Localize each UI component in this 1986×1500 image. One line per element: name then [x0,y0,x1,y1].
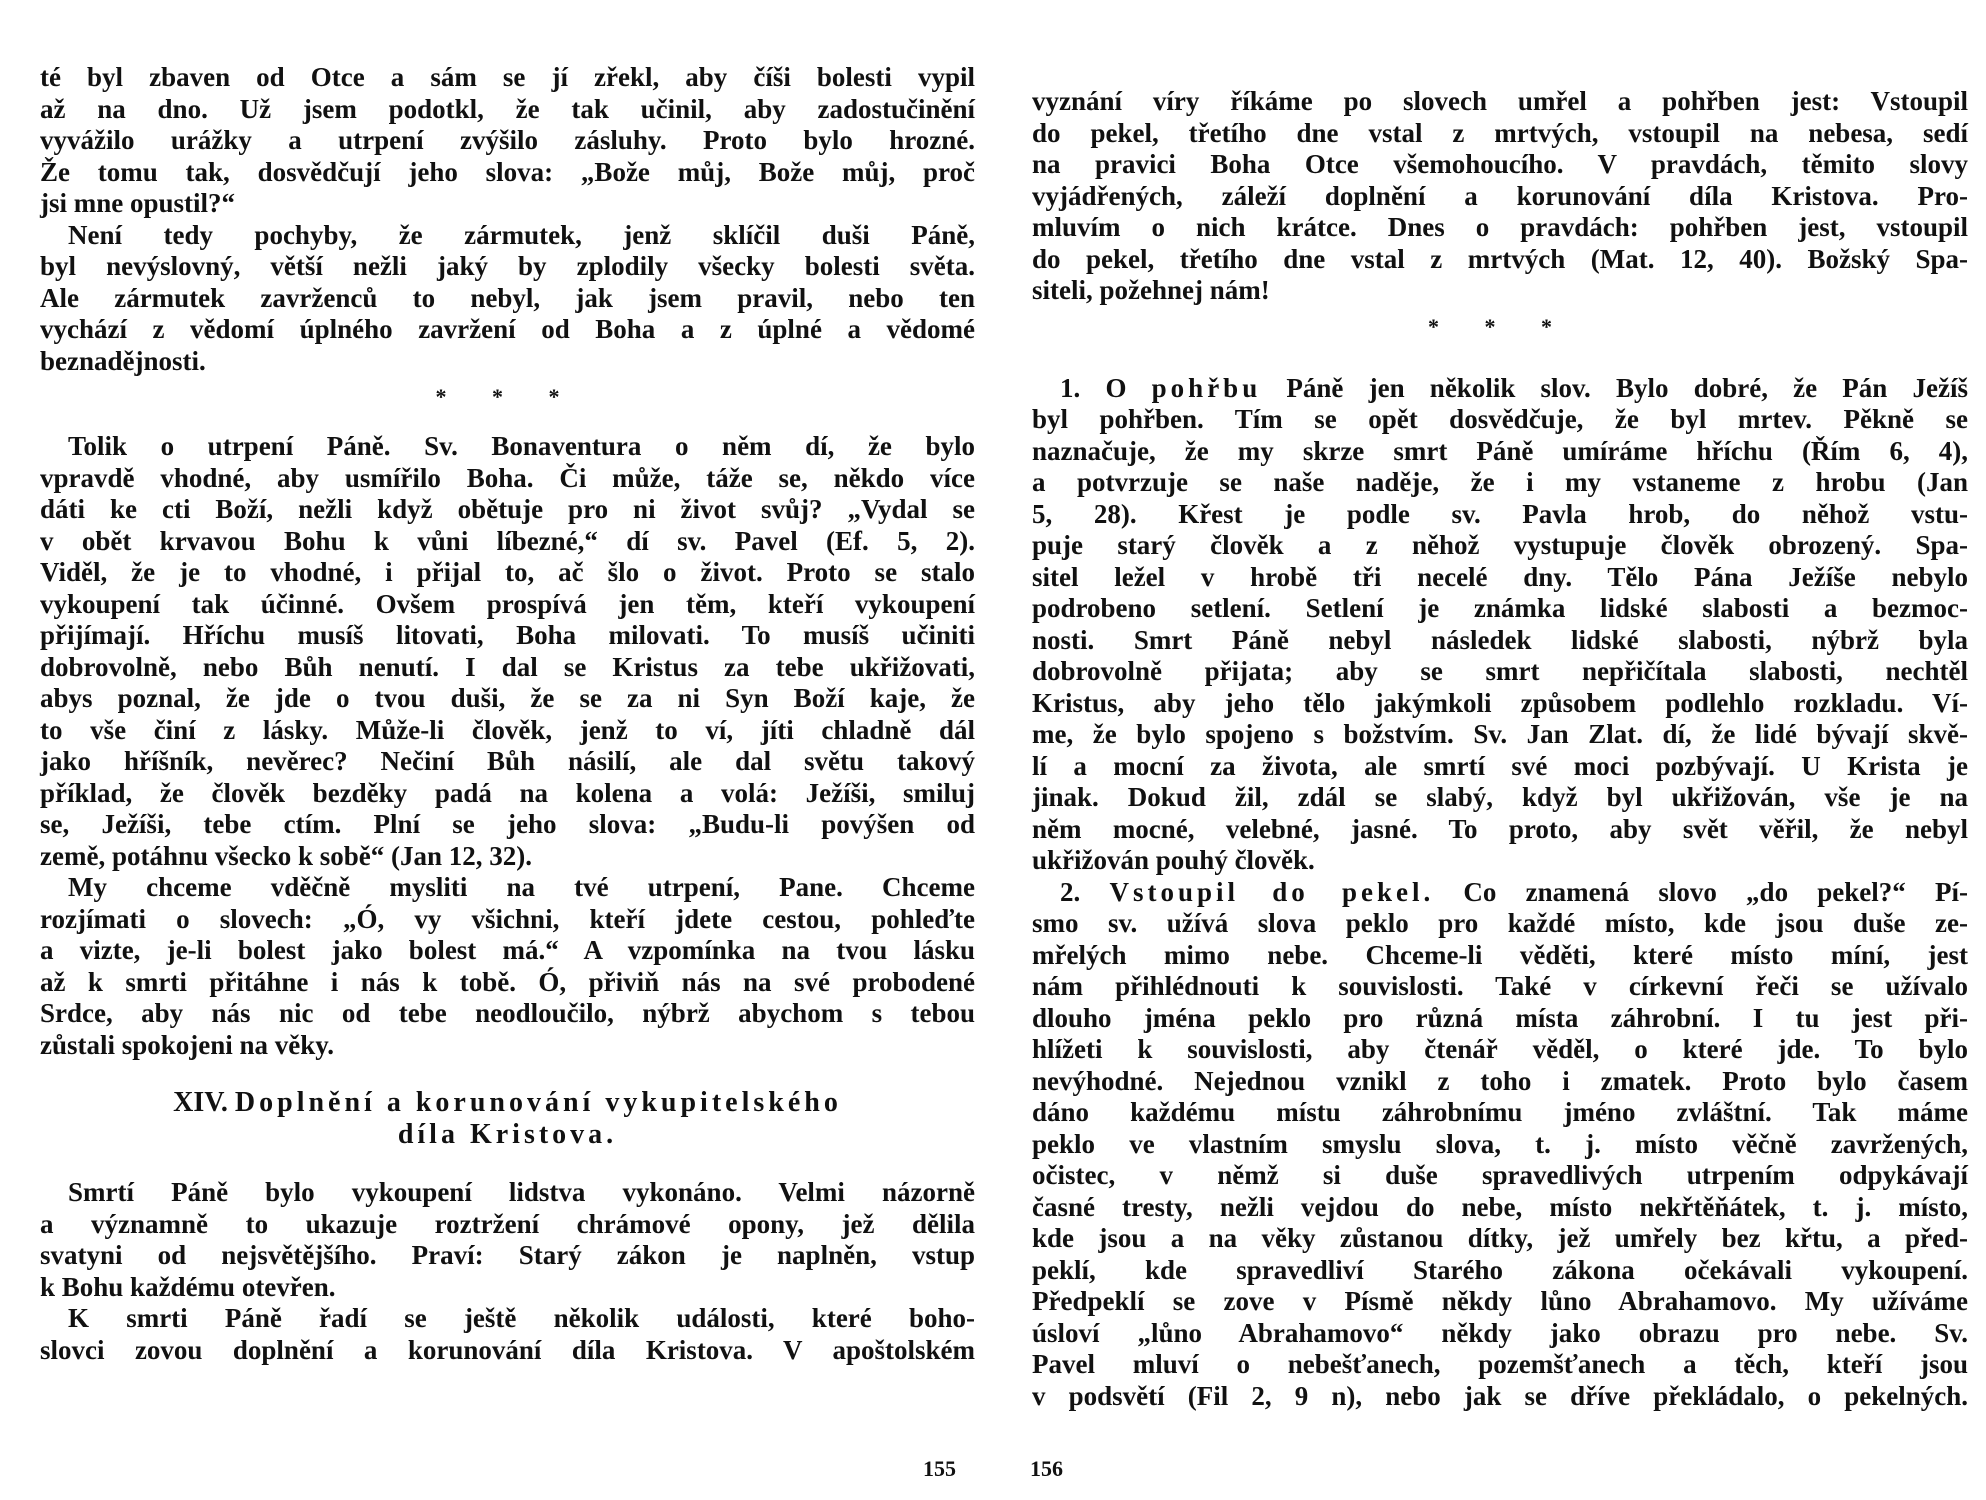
text-line: dobrovolně přijata; aby se smrt nepřičítala slabosti, nechtěl [1032,656,1968,686]
text-line: sitel ležel v hrobě tři necelé dny. Tělo Pána Ježíše nebylo [1032,561,1968,592]
chapter-heading [40,1087,975,1119]
text-line: byl nevýslovný, větší nežli jaký by zplodily všecky bolesti světa. [40,251,975,281]
text-span: Páně jen několik slov. Bylo dobré, že Pán Ježíš [1286,372,1968,403]
text-line: vyvážilo urážky a utrpení zvýšilo zásluhy. Proto bylo hrozné. [40,125,975,155]
text-line: úsloví „lůno Abrahamovo“ někdy jako obrazu pro nebe. Sv. [1032,1317,1968,1348]
text-line: beznadějnosti. [40,345,206,376]
text-line: až na dno. Už jsem podotkl, že tak učinil, aby zadostučinění [40,93,975,124]
text-line: My chceme vděčně mysliti na tvé utrpení, Pane. Chceme [68,872,975,902]
text-line: peklí, kde spravedliví Starého zákona očekávali vykoupení. [1032,1254,1968,1285]
text-line: siteli, požehnej nám! [1032,275,1270,305]
text-line: nevýhodné. Nejednou vznikl z toho i zmatek. Proto bylo časem [1032,1065,1968,1096]
text-line: mluvím o nich krátce. Dnes o pravdách: pohřben jest, vstoupil [1032,212,1968,242]
item-number: 1. O [1060,372,1127,403]
text-line: přijímají. Hříchu musíš litovati, Boha milovati. To musíš učiniti [40,620,975,650]
left-page [0,0,990,1500]
text-line: v obět krvavou Bohu k vůni líbezné,“ dí sv. Pavel (Ef. 5, 2). [40,525,975,556]
text-line: Pavel mluví o nebešťanech, pozemšťanech a těch, kteří jsou [1032,1349,1968,1379]
paragraph [1032,877,1968,1413]
text-line: naznačuje, že my skrze smrt Páně umíráme hříchu (Řím 6, 4), [1032,435,1968,466]
text-line: hlížeti k souvislosti, aby čtenář věděl, o které jde. To bylo [1032,1034,1968,1064]
paragraph [40,62,975,220]
item-number: 2. [1060,876,1081,907]
paragraph [1032,86,1968,307]
text-line: dlouho jména peklo pro různá místa záhrobní. I tu jest při- [1032,1002,1968,1033]
text-line: časné tresty, nežli vejdou do nebe, místo nekřtěňátek, t. j. místo, [1032,1191,1968,1222]
text-line: té byl zbaven od Otce a sám se jí zřekl, aby číši bolesti vypil [40,62,975,92]
paragraph [40,220,975,378]
text-line: Že tomu tak, dosvědčují jeho slova: „Bože můj, Bože můj, proč [40,156,975,187]
text-line: kde jsou a na věky zůstanou dítky, jež umřely bez křtu, a před- [1032,1223,1968,1253]
text-line: K smrti Páně řadí se ještě několik události, které boho- [68,1303,975,1333]
text-line: to vše činí z lásky. Může-li člověk, jenž to ví, jíti chladně dál [40,714,975,745]
chapter-number: XIV. [173,1087,228,1118]
text-line: zůstali spokojeni na věky. [40,1029,335,1060]
text-line: a potvrzuje se naše naděje, že i my vstaneme z hrobu (Jan [1032,467,1968,497]
text-line: lí a mocní za života, ale smrtí své moci pozbývají. U Krista je [1032,750,1968,781]
text-line: byl pohřben. Tím se opět dosvědčuje, že byl mrtev. Pěkně se [1032,404,1968,434]
text-line: příklad, že člověk bezděky padá na kolena a volá: Ježíši, smiluj [40,777,975,808]
text-line: abys poznal, že jde o tvou duši, že se za ni Syn Boží kaje, že [40,683,975,713]
right-page [990,0,1986,1500]
text-line: nosti. Smrt Páně nebyl následek lidské slabosti, nýbrž byla [1032,624,1968,655]
text-line: vpravdě vhodné, aby usmířilo Boha. Či může, táže se, někdo více [40,462,975,493]
text-line: do pekel, třetího dne vstal z mrtvých (Mat. 12, 40). Božský Spa- [1032,243,1968,274]
text-line: ukřižován pouhý člověk. [1032,845,1315,875]
paragraph [40,431,975,872]
text-line: do pekel, třetího dne vstal z mrtvých, vstoupil na nebesa, sedí [1032,117,1968,148]
text-line: slovci zovou doplnění a korunování díla Kristova. V apoštolském [40,1334,975,1365]
text-line: 5, 28). Křest je podle sv. Pavla hrob, do něhož vstu- [1032,498,1968,529]
text-line: až k smrti přitáhne i nás k tobě. Ó, přiviň nás na své probodené [40,966,975,997]
text-line: něm mocné, velebné, jasné. To proto, aby svět věřil, že nebyl [1032,813,1968,844]
text-line: a významně to ukazuje roztržení chrámové opony, jež dělila [40,1208,975,1239]
text-line: se, Ježíši, tebe ctím. Plní se jeho slova: „Budu-li povýšen od [40,809,975,839]
text-line: vyznání víry říkáme po slovech umřel a pohřben jest: Vstoupil [1032,86,1968,116]
text-line: Viděl, že je to vhodné, i přijal to, ač šlo o život. Proto se stalo [40,557,975,587]
left-text-column [40,62,975,1366]
text-line: vyjádřených, záleží doplnění a korunování díla Kristova. Pro- [1032,180,1968,211]
page-number: 155 [923,1456,956,1481]
text-line: Smrtí Páně bylo vykoupení lidstva vykonáno. Velmi názorně [68,1177,975,1207]
text-line: mřelých mimo nebe. Chceme-li věděti, které místo míní, jest [1032,939,1968,970]
text-line: puje starý člověk a z něhož vystupuje člověk obrozený. Spa- [1032,530,1968,560]
text-line: Srdce, aby nás nic od tebe neodloučilo, nýbrž abychom s tebou [40,998,975,1028]
text-line: Tolik o utrpení Páně. Sv. Bonaventura o něm dí, že bylo [68,431,975,461]
text-line [1032,373,1968,405]
text-line: nám přihlédnouti k souvislosti. Také v církevní řeči se užívalo [1032,971,1968,1001]
chapter-title-cont: díla Kristova. [397,1119,618,1150]
chapter-heading-line2 [40,1119,975,1151]
text-line: jsi mne opustil?“ [40,188,236,218]
paragraph [40,1303,975,1366]
paragraph [40,872,975,1061]
text-line: země, potáhnu všecko k sobě“ (Jan 12, 32). [40,840,533,871]
chapter-title: Doplnění a korunování vykupitelského [234,1087,842,1118]
text-line: Předpeklí se zove v Písmě někdy lůno Abrahamovo. My užíváme [1032,1286,1968,1316]
text-line: Není tedy pochyby, že zármutek, jenž sklíčil duši Páně, [68,219,975,250]
text-line: k Bohu každému otevřen. [40,1271,336,1302]
text-line: vykoupení tak účinné. Ovšem prospívá jen těm, kteří vykoupení [40,588,975,619]
text-line: na pravici Boha Otce všemohoucího. V pravdách, těmito slovy [1032,149,1968,179]
text-line: vychází z vědomí úplného zavržení od Boha a z úplné a vědomé [40,314,975,344]
right-text-column [1032,86,1968,1412]
text-line: smo sv. užívá slova peklo pro každé místo, kde jsou duše ze- [1032,908,1968,938]
emphasized-term: pohřbu [1151,372,1262,403]
page-number: 156 [1030,1456,1063,1481]
text-line: jako hříšník, nevěrec? Nečiní Bůh násilí, ale dal světu takový [40,746,975,776]
text-span: Co znamená slovo „do pekel?“ Pí- [1463,876,1968,907]
text-line: dobrovolně, nebo Bůh nenutí. I dal se Kristus za tebe ukřižovati, [40,651,975,682]
text-line: svatyni od nejsvětějšího. Praví: Starý zákon je naplněn, vstup [40,1240,975,1270]
paragraph [1032,373,1968,877]
text-line: Kristus, aby jeho tělo jakýmkoli způsobem podlehlo rozkladu. Ví- [1032,687,1968,718]
text-line: dáno každému místu záhrobnímu jméno zvláštní. Tak máme [1032,1097,1968,1127]
text-line: jinak. Dokud žil, zdál se slabý, když byl ukřižován, vše je na [1032,782,1968,812]
section-separator: * * * [435,384,580,409]
text-line: me, že bylo spojeno s božstvím. Sv. Jan Zlat. dí, že lidé bývají skvě- [1032,719,1968,749]
text-line: v podsvětí (Fil 2, 9 n), nebo jak se dříve překládalo, o pekelných. [1032,1380,1968,1411]
text-line [1032,877,1968,909]
text-line: a vizte, je-li bolest jako bolest má.“ A vzpomínka na tvou lásku [40,935,975,965]
emphasized-term: Vstoupil do pekel. [1109,876,1435,907]
text-line: dáti ke cti Boží, nežli když obětuje pro ni život svůj? „Vydal se [40,494,975,524]
text-line: peklo ve vlastním smyslu slova, t. j. místo věčně zavržených, [1032,1128,1968,1159]
section-separator: * * * [1428,313,1572,339]
text-line: podrobeno setlení. Setlení je známka lidské slabosti a bezmoc- [1032,593,1968,623]
text-line: rozjímati o slovech: „Ó, vy všichni, kteří jdete cestou, pohleďte [40,903,975,934]
text-line: Ale zármutek zavrženců to nebyl, jak jsem pravil, nebo ten [40,282,975,313]
text-line: očistec, v němž si duše spravedlivých utrpením odpykávají [1032,1160,1968,1190]
paragraph [40,1177,975,1303]
